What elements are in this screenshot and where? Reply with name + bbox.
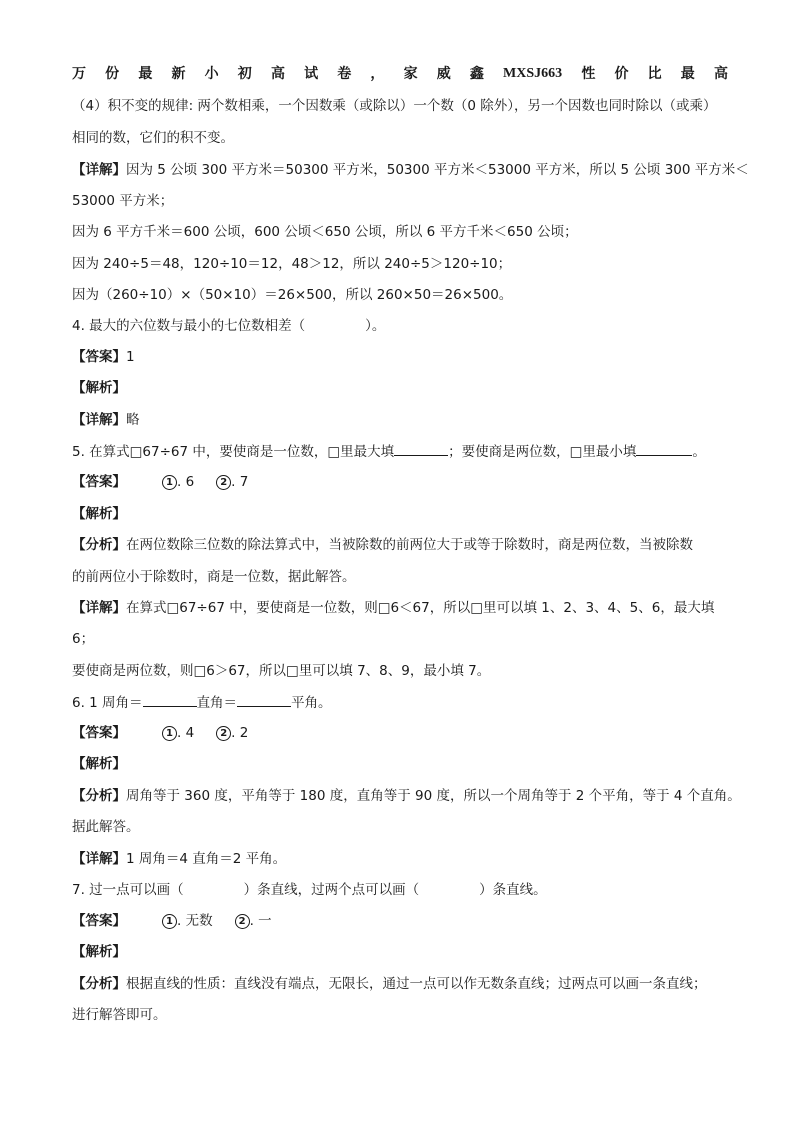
q4-question-b: ）。 bbox=[365, 318, 386, 334]
header-char: 份 bbox=[105, 66, 120, 82]
header-char: ， bbox=[370, 66, 385, 82]
q6-answer-1: . 4 bbox=[177, 725, 195, 741]
q5-fenxi-line1 bbox=[72, 535, 728, 555]
q6-question-a: 6. 1 周角＝ bbox=[72, 695, 143, 711]
rule4-line2: 相同的数，它们的积不变。 bbox=[72, 130, 234, 146]
circled-number-icon: 1 bbox=[162, 726, 177, 741]
answer-tag: 【答案】 bbox=[72, 349, 126, 365]
q5-question-a: 5. 在算式□67÷67 中，要使商是一位数，□里最大填 bbox=[72, 444, 395, 460]
q4-question bbox=[72, 316, 728, 336]
detail-tag: 【详解】 bbox=[72, 162, 126, 178]
header-char: 性 bbox=[581, 66, 596, 82]
header-char: 比 bbox=[647, 66, 662, 82]
prev-detail-line2: 53000 平方米； bbox=[72, 193, 174, 209]
detail-text: 因为 5 公顷 300 平方米＝50300 平方米，50300 平方米＜53000 平方米，所以 5 公顷 300 平方米＜ bbox=[126, 162, 749, 178]
q4-detail bbox=[72, 410, 728, 430]
header-char: 威 bbox=[436, 66, 451, 82]
q4-detail-text: 略 bbox=[126, 412, 140, 428]
q7-answer-1: . 无数 bbox=[177, 913, 213, 929]
q4-question-a: 4. 最大的六位数与最小的七位数相差（ bbox=[72, 318, 306, 334]
q6-answer bbox=[72, 723, 728, 743]
header-code: MXSJ663 bbox=[503, 66, 563, 81]
q5-answer-2: . 7 bbox=[231, 474, 249, 490]
header-char: 价 bbox=[614, 66, 629, 82]
q5-question-b: ；要使商是两位数，□里最小填 bbox=[448, 444, 637, 460]
q5-fenxi-text: 在两位数除三位数的除法算式中，当被除数的前两位大于或等于除数时，商是两位数，当被除数 bbox=[126, 537, 693, 553]
q7-question bbox=[72, 880, 728, 900]
q6-question bbox=[72, 692, 728, 713]
detail-tag: 【详解】 bbox=[72, 600, 126, 616]
header-char: 鑫 bbox=[469, 66, 484, 82]
answer-tag: 【答案】 bbox=[72, 474, 126, 490]
q6-fenxi-line1 bbox=[72, 786, 741, 806]
q7-question-c: ）条直线。 bbox=[479, 882, 547, 898]
q7-fenxi-line2: 进行解答即可。 bbox=[72, 1007, 167, 1023]
q4-analysis-tag: 【解析】 bbox=[72, 380, 126, 396]
prev-detail-line3: 因为 6 平方千米＝600 公顷，600 公顷＜650 公顷，所以 6 平方千米＜650 公顷； bbox=[72, 224, 578, 240]
rule4-line1: （4）积不变的规律: 两个数相乘，一个因数乘（或除以）一个数（0 除外），另一个因数也同时除以（或乘） bbox=[72, 98, 717, 114]
q4-answer-value: 1 bbox=[126, 349, 135, 365]
q5-fenxi-line2: 的前两位小于除数时，商是一位数，据此解答。 bbox=[72, 569, 356, 585]
header-char: 试 bbox=[304, 66, 319, 82]
prev-detail-line5: 因为（260÷10）×（50×10）＝26×500，所以 260×50＝26×500。 bbox=[72, 287, 513, 303]
q7-answer-2: . 一 bbox=[249, 913, 272, 929]
circled-number-icon: 2 bbox=[216, 726, 231, 741]
circled-number-icon: 2 bbox=[216, 475, 231, 490]
circled-number-icon: 1 bbox=[162, 475, 177, 490]
prev-detail-line1 bbox=[72, 160, 749, 180]
q5-blank-1 bbox=[394, 441, 448, 456]
q5-detail-line3: 要使商是两位数，则□6＞67，所以□里可以填 7、8、9，最小填 7。 bbox=[72, 663, 491, 679]
q7-analysis-tag: 【解析】 bbox=[72, 944, 126, 960]
q7-question-b: ）条直线，过两个点可以画（ bbox=[243, 882, 420, 898]
q6-detail-text: 1 周角＝4 直角＝2 平角。 bbox=[126, 851, 287, 867]
q5-answer-1: . 6 bbox=[177, 474, 195, 490]
q6-fenxi-line2: 据此解答。 bbox=[72, 819, 140, 835]
header-char: 最 bbox=[138, 66, 153, 82]
q7-fenxi-text: 根据直线的性质：直线没有端点，无限长，通过一点可以作无数条直线；过两点可以画一条直线； bbox=[126, 976, 707, 992]
detail-tag: 【详解】 bbox=[72, 851, 126, 867]
q6-detail bbox=[72, 849, 728, 869]
q6-analysis-tag: 【解析】 bbox=[72, 756, 126, 772]
circled-number-icon: 2 bbox=[235, 914, 250, 929]
header-char: 高 bbox=[713, 66, 728, 82]
fenxi-tag: 【分析】 bbox=[72, 788, 126, 804]
q6-question-c: 平角。 bbox=[291, 695, 332, 711]
answer-tag: 【答案】 bbox=[72, 725, 126, 741]
q6-blank-2 bbox=[237, 692, 291, 707]
answer-tag: 【答案】 bbox=[72, 913, 126, 929]
header-char: 初 bbox=[237, 66, 252, 82]
circled-number-icon: 1 bbox=[162, 914, 177, 929]
header-char: 新 bbox=[171, 66, 186, 82]
q5-detail-line2: 6； bbox=[72, 631, 95, 647]
q6-blank-1 bbox=[143, 692, 197, 707]
detail-tag: 【详解】 bbox=[72, 412, 126, 428]
q7-fenxi-line1 bbox=[72, 974, 728, 994]
header-char: 万 bbox=[72, 66, 86, 82]
q5-detail-text: 在算式□67÷67 中，要使商是一位数，则□6＜67，所以□里可以填 1、2、3、4、5、6，最大填 bbox=[126, 600, 715, 616]
q5-analysis-tag: 【解析】 bbox=[72, 506, 126, 522]
q7-question-a: 7. 过一点可以画（ bbox=[72, 882, 184, 898]
fenxi-tag: 【分析】 bbox=[72, 537, 126, 553]
q4-answer bbox=[72, 347, 728, 367]
q6-answer-2: . 2 bbox=[231, 725, 249, 741]
q6-question-b: 直角＝ bbox=[196, 695, 238, 711]
page-header-banner bbox=[72, 64, 728, 84]
q6-fenxi-text: 周角等于 360 度，平角等于 180 度，直角等于 90 度，所以一个周角等于 2 个平角，等于 4 个直角。 bbox=[126, 788, 741, 804]
q5-question-c: 。 bbox=[692, 444, 706, 460]
q5-blank-2 bbox=[636, 441, 692, 456]
q5-detail-line1 bbox=[72, 598, 728, 618]
fenxi-tag: 【分析】 bbox=[72, 976, 126, 992]
header-char: 家 bbox=[403, 66, 418, 82]
q5-answer bbox=[72, 472, 728, 492]
header-char: 高 bbox=[270, 66, 285, 82]
q7-answer bbox=[72, 911, 728, 931]
prev-detail-line4: 因为 240÷5＝48，120÷10＝12，48＞12，所以 240÷5＞120÷10； bbox=[72, 256, 512, 272]
header-char: 小 bbox=[204, 66, 219, 82]
header-char: 卷 bbox=[337, 66, 352, 82]
q5-question bbox=[72, 441, 728, 462]
header-char: 最 bbox=[680, 66, 695, 82]
